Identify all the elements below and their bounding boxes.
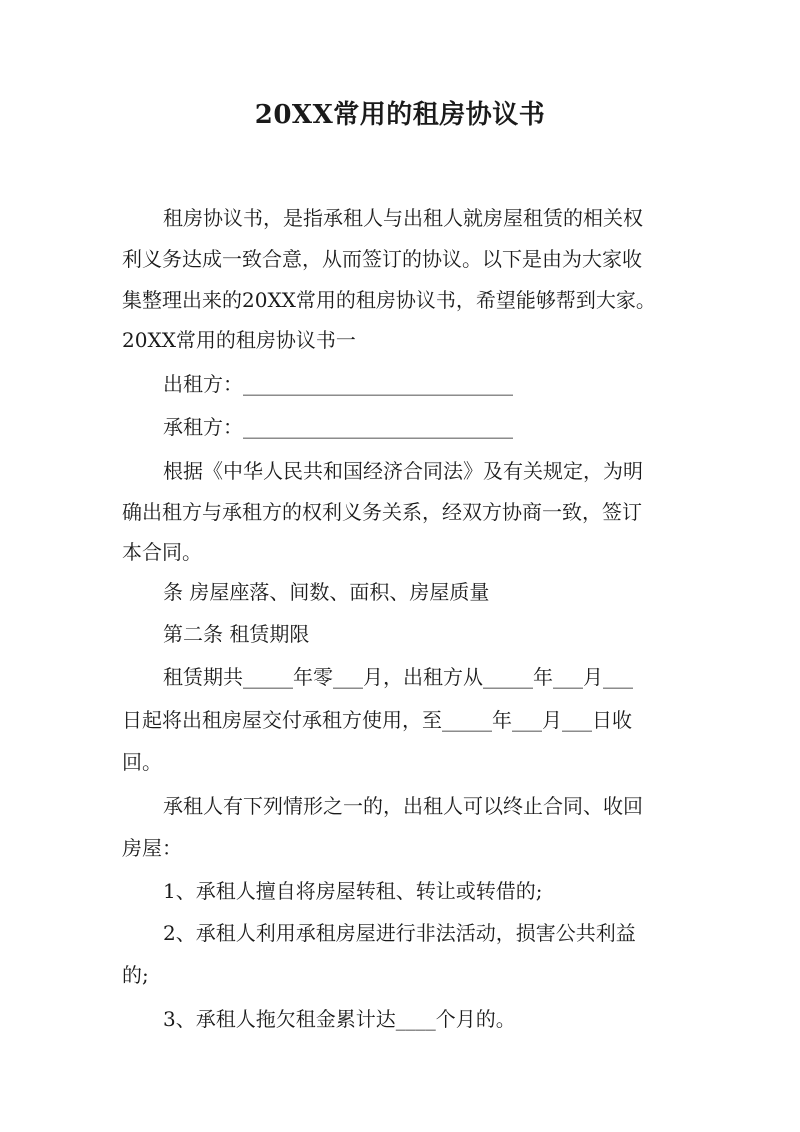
- list-item-continuation: 的;: [122, 963, 149, 987]
- paragraph-line: 日起将出租房屋交付承租方使用，至_____年___月___日收: [122, 708, 632, 732]
- clause-heading: 条 房屋座落、间数、面积、房屋质量: [163, 580, 490, 604]
- paragraph-line: 承租人有下列情形之一的，出租人可以终止合同、收回: [163, 794, 643, 818]
- paragraph-line: 利义务达成一致合意，从而签订的协议。以下是由为大家收: [122, 247, 642, 271]
- lessor-field: 出租方：___________________________: [163, 372, 513, 396]
- document-title: 20XX常用的租房协议书: [254, 100, 546, 130]
- lessee-field: 承租方：___________________________: [163, 415, 513, 439]
- paragraph-line: 租房协议书，是指承租人与出租人就房屋租赁的相关权: [163, 206, 643, 230]
- paragraph-line: 租赁期共_____年零___月，出租方从_____年___月___: [163, 665, 633, 689]
- paragraph-line: 根据《中华人民共和国经济合同法》及有关规定，为明: [163, 459, 643, 483]
- paragraph-line: 本合同。: [122, 540, 202, 564]
- list-item: 1、承租人擅自将房屋转租、转让或转借的;: [163, 879, 543, 903]
- section-heading: 20XX常用的租房协议书一: [122, 328, 356, 352]
- paragraph-line: 回。: [122, 750, 162, 774]
- list-item: 3、承租人拖欠租金累计达____个月的。: [163, 1007, 516, 1031]
- clause-heading: 第二条 租赁期限: [163, 622, 310, 646]
- paragraph-line: 确出租方与承租方的权利义务关系，经双方协商一致，签订: [122, 500, 642, 524]
- list-item: 2、承租人利用承租房屋进行非法活动，损害公共利益: [163, 921, 636, 945]
- paragraph-line: 集整理出来的20XX常用的租房协议书，希望能够帮到大家。: [122, 288, 656, 312]
- paragraph-line: 房屋：: [122, 836, 182, 860]
